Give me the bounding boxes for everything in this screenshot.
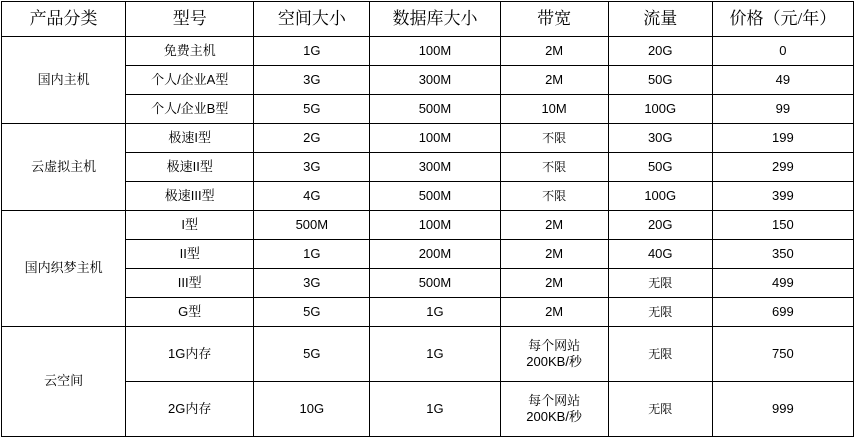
header-row [2, 2, 854, 37]
model-cell: III型 [126, 269, 254, 298]
category-cell: 国内织梦主机 [2, 211, 126, 327]
bandwidth-cell [500, 327, 608, 382]
database-cell: 100M [370, 37, 500, 66]
space-cell: 5G [254, 327, 370, 382]
table-body [2, 37, 854, 437]
model-cell: I型 [126, 211, 254, 240]
traffic-cell: 100G [608, 95, 712, 124]
bandwidth-cell: 2M [500, 211, 608, 240]
traffic-cell: 无限 [608, 298, 712, 327]
price-cell: 999 [712, 382, 853, 437]
database-cell: 300M [370, 66, 500, 95]
table-row [2, 327, 854, 382]
bandwidth-cell: 2M [500, 298, 608, 327]
database-cell: 100M [370, 211, 500, 240]
model-cell: 极速II型 [126, 153, 254, 182]
traffic-cell: 20G [608, 211, 712, 240]
price-cell: 0 [712, 37, 853, 66]
price-cell: 750 [712, 327, 853, 382]
model-cell: 2G内存 [126, 382, 254, 437]
database-cell: 200M [370, 240, 500, 269]
price-cell: 99 [712, 95, 853, 124]
bandwidth-cell: 不限 [500, 124, 608, 153]
table-row [2, 182, 854, 211]
bandwidth-line-1: 每个网站 [528, 392, 581, 408]
traffic-cell: 30G [608, 124, 712, 153]
header-space: 空间大小 [254, 2, 370, 37]
model-cell: 个人/企业A型 [126, 66, 254, 95]
header-price: 价格（元/年） [712, 2, 853, 37]
price-cell: 199 [712, 124, 853, 153]
traffic-cell: 50G [608, 66, 712, 95]
category-cell: 云虚拟主机 [2, 124, 126, 211]
space-cell: 5G [254, 95, 370, 124]
table-row [2, 37, 854, 66]
table-row [2, 240, 854, 269]
model-cell: 免费主机 [126, 37, 254, 66]
header-traffic: 流量 [608, 2, 712, 37]
database-cell: 1G [370, 298, 500, 327]
traffic-cell: 无限 [608, 327, 712, 382]
traffic-cell: 无限 [608, 269, 712, 298]
bandwidth-line-2: 200KB/秒 [526, 409, 582, 424]
bandwidth-cell: 2M [500, 240, 608, 269]
model-cell: 极速I型 [126, 124, 254, 153]
space-cell: 5G [254, 298, 370, 327]
price-cell: 499 [712, 269, 853, 298]
table-row [2, 95, 854, 124]
space-cell: 3G [254, 66, 370, 95]
header-model: 型号 [126, 2, 254, 37]
price-cell: 699 [712, 298, 853, 327]
table-row [2, 124, 854, 153]
category-cell: 云空间 [2, 327, 126, 437]
model-cell: 1G内存 [126, 327, 254, 382]
price-cell: 150 [712, 211, 853, 240]
header-bandwidth: 带宽 [500, 2, 608, 37]
price-cell: 399 [712, 182, 853, 211]
bandwidth-cell: 不限 [500, 182, 608, 211]
model-cell: 个人/企业B型 [126, 95, 254, 124]
model-cell: II型 [126, 240, 254, 269]
table-row [2, 211, 854, 240]
bandwidth-cell: 10M [500, 95, 608, 124]
hosting-price-table [1, 1, 854, 437]
table-row [2, 382, 854, 437]
price-cell: 49 [712, 66, 853, 95]
bandwidth-cell: 2M [500, 37, 608, 66]
database-cell: 1G [370, 327, 500, 382]
traffic-cell: 无限 [608, 382, 712, 437]
space-cell: 500M [254, 211, 370, 240]
traffic-cell: 100G [608, 182, 712, 211]
price-cell: 299 [712, 153, 853, 182]
bandwidth-cell: 2M [500, 269, 608, 298]
database-cell: 1G [370, 382, 500, 437]
traffic-cell: 50G [608, 153, 712, 182]
traffic-cell: 20G [608, 37, 712, 66]
header-category: 产品分类 [2, 2, 126, 37]
database-cell: 500M [370, 269, 500, 298]
database-cell: 500M [370, 95, 500, 124]
bandwidth-cell [500, 382, 608, 437]
bandwidth-cell: 2M [500, 66, 608, 95]
pricing-sheet [0, 1, 855, 424]
model-cell: G型 [126, 298, 254, 327]
space-cell: 1G [254, 37, 370, 66]
table-row [2, 153, 854, 182]
bandwidth-cell: 不限 [500, 153, 608, 182]
table-header [2, 2, 854, 37]
space-cell: 2G [254, 124, 370, 153]
bandwidth-line-2: 200KB/秒 [526, 354, 582, 369]
space-cell: 4G [254, 182, 370, 211]
space-cell: 3G [254, 153, 370, 182]
table-row [2, 269, 854, 298]
table-row [2, 298, 854, 327]
database-cell: 300M [370, 153, 500, 182]
category-cell: 国内主机 [2, 37, 126, 124]
model-cell: 极速III型 [126, 182, 254, 211]
space-cell: 10G [254, 382, 370, 437]
bandwidth-line-1: 每个网站 [528, 337, 581, 353]
header-database: 数据库大小 [370, 2, 500, 37]
database-cell: 100M [370, 124, 500, 153]
traffic-cell: 40G [608, 240, 712, 269]
space-cell: 3G [254, 269, 370, 298]
price-cell: 350 [712, 240, 853, 269]
space-cell: 1G [254, 240, 370, 269]
database-cell: 500M [370, 182, 500, 211]
table-row [2, 66, 854, 95]
